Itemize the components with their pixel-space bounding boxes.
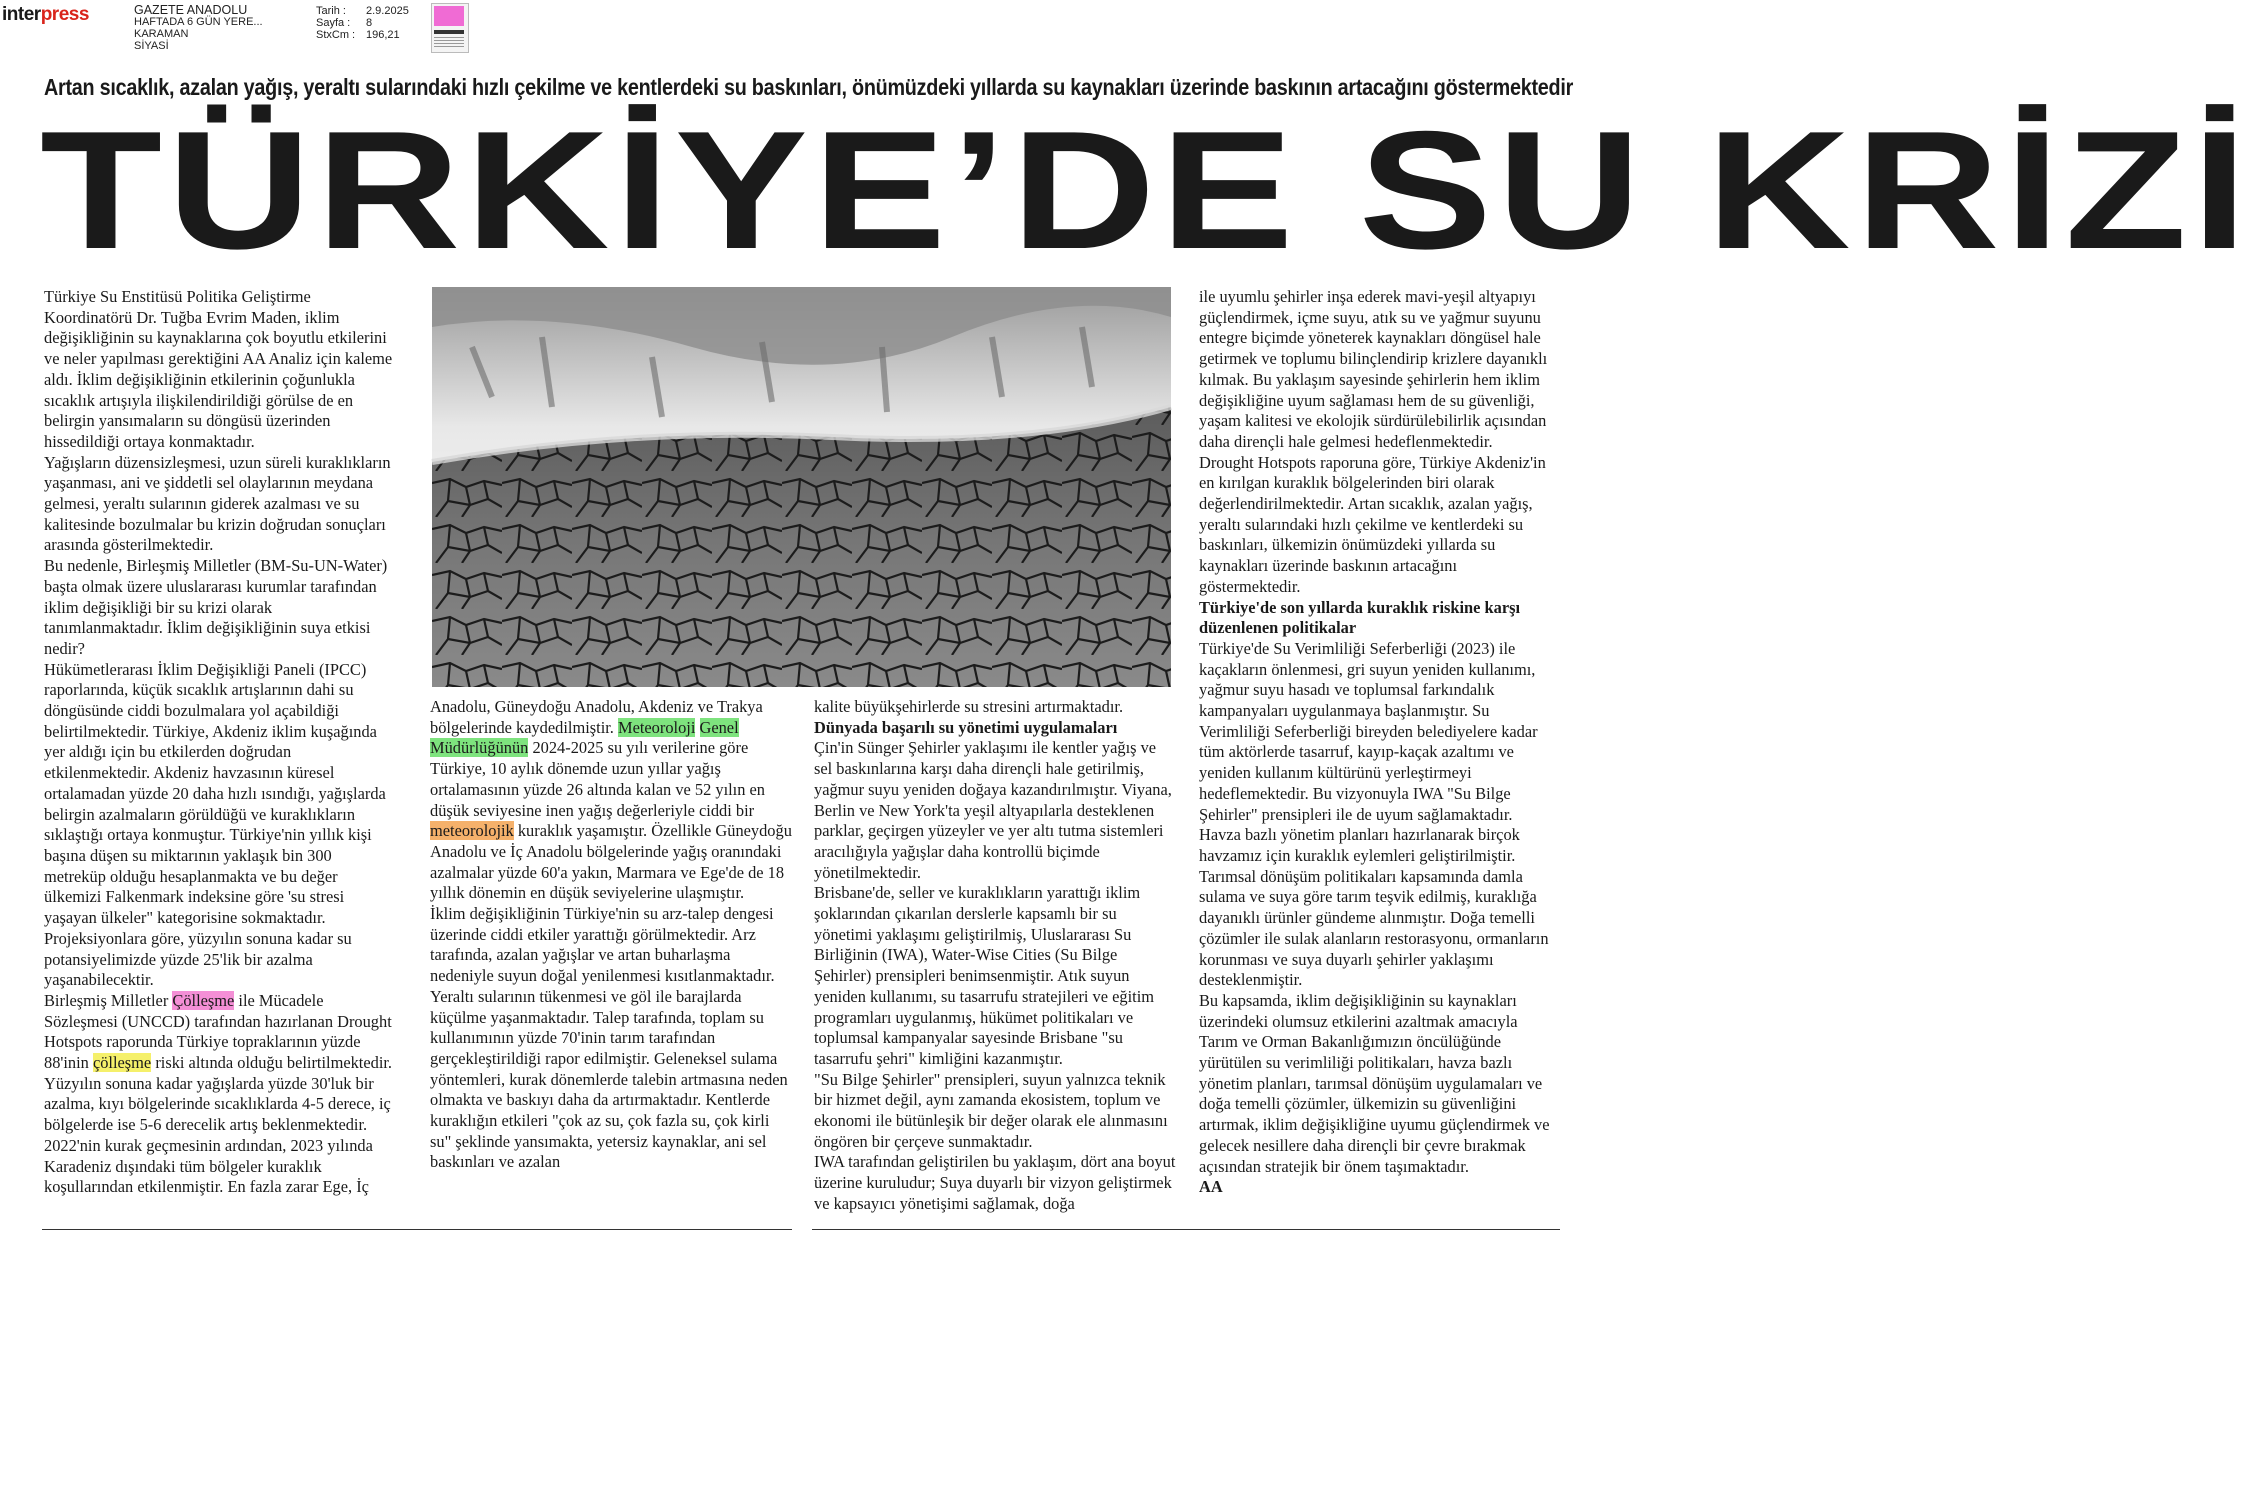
interpress-logo: interpress (2, 4, 89, 25)
paragraph: kalite büyükşehirlerde su stresini artırmaktadır. (814, 697, 1124, 716)
paragraph: Anadolu, Güneydoğu Anadolu, Akdeniz ve Trakya bölgelerinde kaydedilmiştir. Meteoroloji Genel Müdürlüğünün 2024-2025 su yılı verilerine göre Türkiye, 10 aylık dönemde uzun yıllar yağış ortalamasının yüzde 26 altında kalan ve 52 yılın en düşük seviyesine inen yağış değerleriyle ciddi bir meteorolojik kuraklık yaşamıştır. Özellikle Güneydoğu Anadolu ve İç Anadolu bölgelerinde yağış oranındaki azalmalar yüzde 60'a yakın, Marmara ve Ege'de de 18 yıllık dönemin en düşük seviyelerine ulaşmıştır. (430, 697, 792, 903)
publication-name: GAZETE ANADOLU (134, 3, 248, 17)
highlight-term: Müdürlüğünün (430, 738, 529, 758)
paragraph: Projeksiyonlara göre, yüzyılın sonuna kadar su potansiyelimizde yüzde 25'lik bir azalma yaşanabilecektir. (44, 928, 352, 990)
highlight-term: meteorolojik (430, 821, 514, 841)
article-kicker: Artan sıcaklık, azalan yağış, yeraltı sularındaki hızlı çekilme ve kentlerdeki su baskınları, önümüzdeki yıllarda su kaynakları üzerinde baskının artacağını göstermektedir (44, 74, 1574, 100)
paragraph: İklim değişikliğinin Türkiye'nin su arz-talep dengesi üzerinde ciddi etkiler yarattığı görülmektedir. Arz tarafında, azalan yağışlar ve artan buharlaşma nedeniyle suyun doğal yenilenmesi kısıtlanmaktadır. Yeraltı sularının tükenmesi ve göl ile barajlarda küçülme yaşanmaktadır. Talep tarafında, toplam su kullanımının yüzde 70'inin tarım tarafından gerçekleştirildiği rapor edilmiştir. Geleneksel sulama yöntemleri, kurak dönemlerde talebin artmasına neden olmakta ve baskıyı daha da artırmaktadır. Kentlerde kuraklığın etkileri "çok az su, çok fazla su, çok kirli su" şeklinde yansımakta, yetersiz kaynaklar, ani sel baskınları ve azalan (430, 904, 788, 1172)
article-column-4 (1199, 287, 1559, 1198)
publication-info (134, 4, 263, 52)
paragraph: Havza bazlı yönetim planları hazırlanarak birçok havzamız için kuraklık eylemleri geliştirilmiştir. (1199, 825, 1520, 865)
paragraph: Türkiye'de Su Verimliliği Seferberliği (2023) ile kaçakların önlenmesi, gri suyun yeniden kullanımı, yağmur suyu hasadı ve toplumsal farkındalık kampanyaları uygulanmaya başlanmıştır. Su Verimliliği Seferberliği bireyden belediyelere kadar tüm aktörlerde tasarruf, kayıp-kaçak azaltımı ve yeniden kullanım kültürünü yerleştirmeyi hedeflemektedir. Bu vizyonuyla IWA "Su Bilge Şehirler" prensipleri ile de uyum sağlamaktadır. (1199, 638, 1538, 824)
byline: AA (1199, 1177, 1223, 1197)
paragraph: Bu nedenle, Birleşmiş Milletler (BM-Su-UN-Water) başta olmak üzere uluslararası kurumlar tarafından iklim değişikliği bir su krizi olarak tanımlanmaktadır. İklim değişikliğinin suya etkisi nedir? (44, 556, 388, 658)
publication-frequency: HAFTADA 6 GÜN YERE... (134, 16, 263, 28)
stxcm-value: 196,21 (366, 29, 400, 41)
clip-values (366, 5, 409, 41)
highlight-term: çölleşme (92, 1053, 152, 1073)
page-value: 8 (366, 17, 373, 29)
bottom-rule-left (42, 1229, 792, 1230)
paragraph: "Su Bilge Şehirler" prensipleri, suyun yalnızca teknik bir hizmet değil, aynı zamanda ekosistem, toplum ve ekonomi ile bütünleşik bir değer olarak ele alınmasını öngören bir çerçeve sunmaktadır. (814, 1069, 1168, 1151)
page-thumbnail[interactable] (431, 3, 469, 53)
paragraph: ile uyumlu şehirler inşa ederek mavi-yeşil altyapıyı güçlendirmek, içme suyu, atık su ve yağmur suyunu entegre biçimde yöneterek kaynakları döngüsel hale getirmek ve toplumu bilinçlendirip krizlere dayanıklı kılmak. Bu yaklaşım sayesinde şehirlerin hem iklim değişikliğine uyum sağlaması hem de su güvenliği, yaşam kalitesi ve ekolojik sürdürülebilirlik açısından daha dirençli hale gelmesi hedeflenmektedir. (1199, 287, 1548, 451)
paragraph: Drought Hotspots raporuna göre, Türkiye Akdeniz'in en kırılgan kuraklık bölgelerinden biri olarak değerlendirilmektedir. Artan sıcaklık, azalan yağış, yeraltı sularındaki hızlı çekilme ve kentlerdeki su baskınları, ülkemizin önümüzdeki yıllarda su kaynakları üzerinde baskının artacağını göstermektedir. (1199, 452, 1546, 596)
paragraph: Hükümetlerarası İklim Değişikliği Paneli (IPCC) raporlarında, küçük sıcaklık artışlarının dahi su döngüsünde ciddi bozulmalara yol açabildiği belirtilmektedir. Türkiye, Akdeniz iklim kuşağında yer aldığı için bu etkilerden doğrudan etkilenmektedir. Akdeniz havzasının küresel ortalamadan yüzde 20 daha hızlı ısındığı, yağışlarda belirgin azalmaların görüldüğü ve kuraklıkların sıklaştığı ortaya konmuştur. Türkiye'nin yıllık kişi başına düşen su miktarının yaklaşık bin 300 metreküp olduğu hesaplanmakta ve bu değer ülkemizi Falkenmark indeksine göre 'su stresi yaşayan ülkeler" kategorisine sokmaktadır. (44, 659, 386, 928)
subheading: Dünyada başarılı su yönetimi uygulamaları (814, 717, 1118, 737)
cracked-earth-photo (432, 287, 1171, 687)
article-column-2 (430, 697, 792, 1173)
bottom-rule-right (812, 1229, 1560, 1230)
paragraph: Çin'in Sünger Şehirler yaklaşımı ile kentler yağış ve sel baskınlarına karşı daha dirençli hale getirilmiş, yağmur suyu yeniden doğaya kazandırılmıştır. Viyana, Berlin ve New York'ta yeşil altyapılarla desteklenen parklar, geçirgen yüzeyler ve yer altı tutma sistemleri aracılığıyla yağışlar daha kontrollü biçimde yönetilmektedir. (814, 738, 1172, 882)
article-headline: TÜRKİYE’DE SU KRİZİ (40, 96, 2252, 284)
paragraph: Bu kapsamda, iklim değişikliğinin su kaynakları üzerindeki olumsuz etkilerini azaltmak amacıyla Tarım ve Orman Bakanlığımızın öncülüğünde yürütülen su verimliliği politikaları, havza bazlı yönetim planları, tarımsal dönüşüm uygulamaları ve doğa temelli çözümler, ülkemizin su güvenliğini artırmak, iklim değişikliğine uyumu güçlendirmek ve gelecek nesillere daha dirençli bir çevre bırakmak açısından stratejik bir önem taşımaktadır. (1199, 990, 1550, 1176)
paragraph: Yağışların düzensizleşmesi, uzun süreli kuraklıkların yaşanması, ani ve şiddetli sel olaylarının meydana gelmesi, yeraltı sularının giderek azalması ve su kalitesinde bozulmalar bu krizin doğrudan sonuçları arasında gösterilmektedir. (44, 452, 391, 555)
date-value: 2.9.2025 (366, 5, 409, 17)
highlight-term: Meteoroloji (618, 717, 696, 737)
subheading: Türkiye'de son yıllarda kuraklık riskine karşı düzenlenen politikalar (1199, 597, 1521, 638)
article-column-3 (814, 697, 1176, 1215)
page-label: Sayfa : (316, 17, 351, 29)
highlight-term: Çölleşme (172, 990, 235, 1010)
paragraph: Brisbane'de, seller ve kuraklıkların yarattığı iklim şoklarından çıkarılan derslerle kapsamlı bir su yönetimi yaklaşımı geliştirilmiş, Uluslararası Su Birliğinin (IWA), Water-Wise Cities (Su Bilge Şehirler) prensipleri benimsenmiştir. Atık suyun yeniden kullanımı, su tasarrufu stratejileri ve eğitim programları uygulanmış, hükümet politikaları ve toplumsal kampanyalar sayesinde Brisbane "su tasarrufu şehri" kimliğini kazanmıştır. (814, 883, 1155, 1068)
publication-category: SİYASİ (134, 40, 169, 52)
paragraph: IWA tarafından geliştirilen bu yaklaşım, dört ana boyut üzerine kuruludur; Suya duyarlı bir vizyon geliştirmek ve kapsayıcı yönetişimi sağlamak, doğa (814, 1152, 1176, 1213)
paragraph: Türkiye Su Enstitüsü Politika Geliştirme Koordinatörü Dr. Tuğba Evrim Maden, iklim değişikliğinin su kaynaklarına çok boyutlu etkilerini ve neler yapılması gerektiğini AA Analiz için kaleme aldı. İklim değişikliğinin etkilerinin çoğunlukla sıcaklık artışıyla ilişkilendirildiği görülse de en belirgin yansımaların su döngüsü üzerinden hissedildiği ortaya konmaktadır. (44, 287, 393, 451)
publication-region: KARAMAN (134, 28, 189, 40)
paragraph: Birleşmiş Milletler Çölleşme ile Mücadele Sözleşmesi (UNCCD) tarafından hazırlanan Drought Hotspots raporunda Türkiye topraklarının yüzde 88'inin çölleşme riski altında olduğu belirtilmektedir. Yüzyılın sonuna kadar yağışlarda yüzde 30'luk bir azalma, kıyı bölgelerinde sıcaklıklarda 4-5 derece, iç bölgelerde ise 5-6 derecelik artış beklenmektedir. (44, 990, 393, 1135)
stxcm-label: StxCm : (316, 29, 356, 41)
paragraph: Tarımsal dönüşüm politikaları kapsamında damla sulama ve suya göre tarım teşvik edilmiş, kuraklığa dayanıklı ürünler gündeme alınmıştır. Doğa temelli çözümler ile sulak alanların restorasyonu, ormanların korunması ve suya duyarlı şehirler yaklaşımı desteklenmiştir. (1199, 866, 1549, 990)
highlight-term: Genel (699, 717, 739, 737)
article-column-1 (44, 287, 394, 1198)
date-label: Tarih : (316, 5, 346, 17)
paragraph: 2022'nin kurak geçmesinin ardından, 2023 yılında Karadeniz dışındaki tüm bölgeler kuraklık koşullarından etkilenmiştir. En fazla zarar Ege, İç (44, 1135, 373, 1197)
clip-labels (316, 5, 355, 41)
